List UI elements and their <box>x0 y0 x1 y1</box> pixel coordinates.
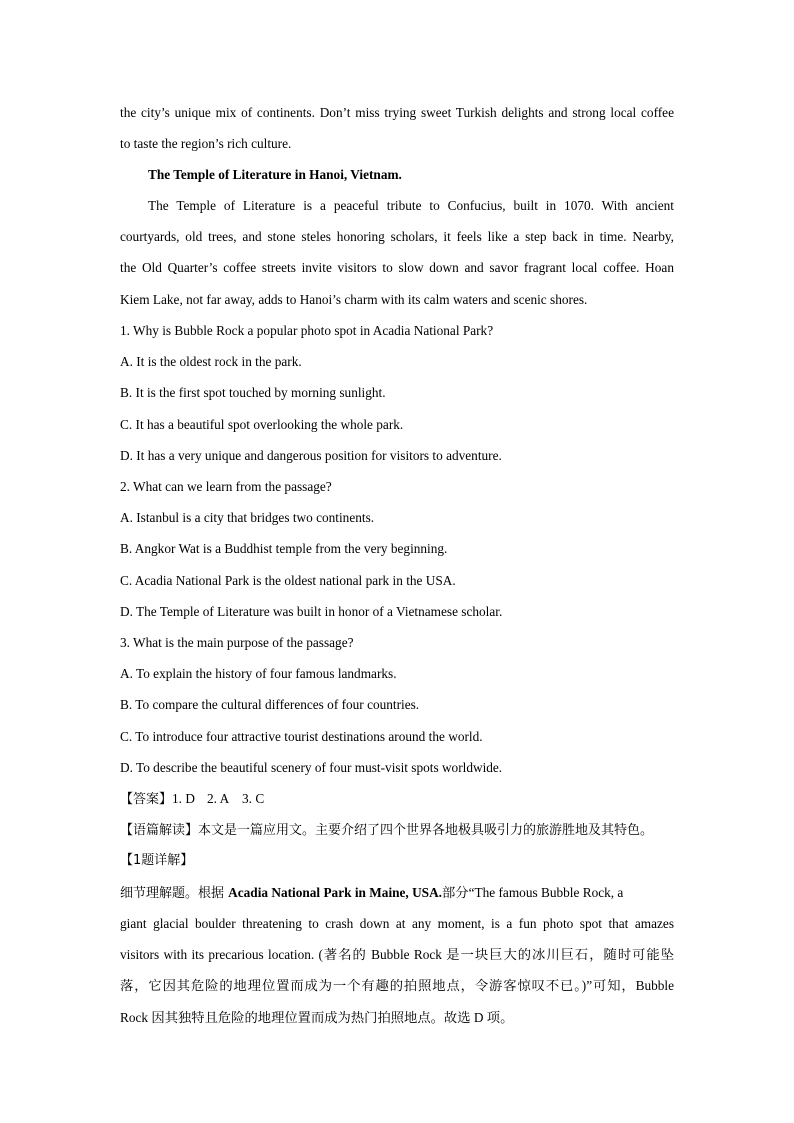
interpretation-label: 【语篇解读】 <box>120 823 199 838</box>
passage-text-line: Kiem Lake, not far away, adds to Hanoi’s charm with its calm waters and scenic shores. <box>120 292 588 307</box>
question-option: C. It has a beautiful spot overlooking the whole park. <box>120 417 404 432</box>
detail-text-line: giant glacial boulder threatening to crash down at any moment, is a fun photo spot that amazes <box>120 916 674 931</box>
question-option: B. Angkor Wat is a Buddhist temple from the very beginning. <box>120 541 448 556</box>
question-stem: 3. What is the main purpose of the passage? <box>120 635 354 650</box>
detail-quote-start: 部分“The famous Bubble Rock, a <box>442 885 624 900</box>
passage-text-line: the Old Quarter’s coffee streets invite visitors to slow down and savor fragrant local coffee. Hoan <box>120 260 674 275</box>
section-heading: The Temple of Literature in Hanoi, Vietnam. <box>148 167 402 182</box>
detail-text-line <box>120 884 674 903</box>
answer-2: 2. A <box>207 791 230 806</box>
answer-1: 1. D <box>172 791 195 806</box>
detail-label: 【1题详解】 <box>120 853 194 868</box>
passage-text-line: The Temple of Literature is a peaceful tribute to Confucius, built in 1070. With ancient <box>148 198 674 213</box>
passage-text-line: to taste the region’s rich culture. <box>120 136 292 151</box>
interpretation-text: 本文是一篇应用文。主要介绍了四个世界各地极具吸引力的旅游胜地及其特色。 <box>198 823 654 838</box>
passage-text-line: courtyards, old trees, and stone steles honoring scholars, it feels like a step back in time. Nearby, <box>120 229 674 244</box>
interpretation-line <box>120 821 674 840</box>
answer-3: 3. C <box>242 791 265 806</box>
question-option: C. Acadia National Park is the oldest national park in the USA. <box>120 573 456 588</box>
answer-label: 【答案】 <box>120 792 173 807</box>
question-option: D. It has a very unique and dangerous position for visitors to adventure. <box>120 448 502 463</box>
detail-text-line: visitors with its precarious location. (著名的 Bubble Rock 是一块巨大的冰川巨石，随时可能坠 <box>120 947 674 962</box>
detail-prefix: 细节理解题。根据 <box>120 886 229 901</box>
question-option: B. To compare the cultural differences of four countries. <box>120 697 420 712</box>
passage-text-line: the city’s unique mix of continents. Don’t miss trying sweet Turkish delights and strong local coffee <box>120 105 674 120</box>
detail-section-reference: Acadia National Park in Maine, USA. <box>228 885 443 900</box>
question-option: A. It is the oldest rock in the park. <box>120 354 302 369</box>
answer-key <box>120 790 674 809</box>
question-option: B. It is the first spot touched by morning sunlight. <box>120 385 386 400</box>
detail-text-line: Rock 因其独特且危险的地理位置而成为热门拍照地点。故选 D 项。 <box>120 1010 514 1025</box>
question-option: A. To explain the history of four famous landmarks. <box>120 666 397 681</box>
question-option: D. The Temple of Literature was built in honor of a Vietnamese scholar. <box>120 604 503 619</box>
question-option: C. To introduce four attractive tourist destinations around the world. <box>120 729 483 744</box>
question-option: D. To describe the beautiful scenery of four must-visit spots worldwide. <box>120 760 503 775</box>
detail-text-line: 落，它因其危险的地理位置而成为一个有趣的拍照地点，令游客惊叹不已。)”可知，Bubble <box>120 978 674 993</box>
question-stem: 2. What can we learn from the passage? <box>120 479 332 494</box>
question-option: A. Istanbul is a city that bridges two continents. <box>120 510 375 525</box>
question-stem: 1. Why is Bubble Rock a popular photo spot in Acadia National Park? <box>120 323 494 338</box>
